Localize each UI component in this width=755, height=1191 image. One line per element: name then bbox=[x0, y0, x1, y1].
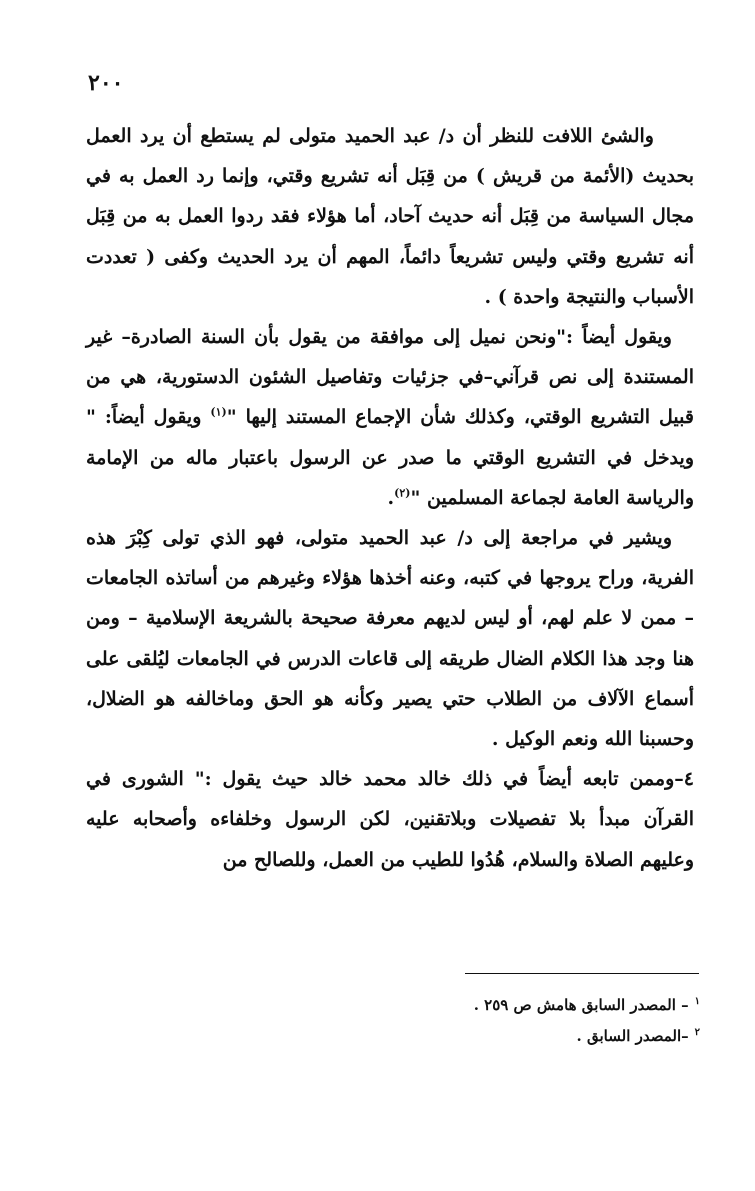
footnotes bbox=[300, 988, 700, 1050]
footnote-divider bbox=[465, 973, 699, 974]
paragraph-2 bbox=[86, 317, 694, 518]
footnote-2-marker: ٢ bbox=[694, 1027, 700, 1038]
footnote-ref-2[interactable]: (٢) bbox=[394, 486, 411, 500]
main-text bbox=[86, 116, 694, 880]
paragraph-4: ٤–وممن تابعه أيضاً في ذلك خالد محمد خالد حيث يقول :" الشورى في القرآن مبدأ بلا تفصيلات وبلاتقنين، لكن الرسول وخلفاءه وأصحابه عليه وعليهم الصلاة والسلام، هُدُوا للطيب من العمل، وللصالح من bbox=[86, 768, 694, 871]
paragraph-2-part-b: ويقول أيضاً: " ويدخل في التشريع الوقتي ما صدر عن الرسول باعتبار ماله من الإمامة والرياسة العامة لجماعة المسلمين " bbox=[86, 406, 694, 509]
paragraph-2-part-a: ويقول أيضاً :"ونحن نميل إلى موافقة من يقول بأن السنة الصادرة– غير المستندة إلى نص قرآني–في جزئيات وتفاصيل الشئون الدستورية، هي من قبيل التشريع الوقتي، وكذلك شأن الإجماع المستند إليها " bbox=[86, 326, 694, 429]
footnote-1-marker: ١ bbox=[694, 996, 700, 1007]
footnote-1-text: – المصدر السابق هامش ص ٢٥٩ . bbox=[473, 996, 689, 1014]
page-number: ٢٠٠ bbox=[88, 70, 124, 96]
paragraph-1: والشئ اللافت للنظر أن د/ عبد الحميد متولى لم يستطع أن يرد العمل بحديث (الأئمة من قريش ) من قِبَل أنه تشريع وقتي، وإنما رد العمل به في مجال السياسة من قِبَل أنه حديث آحاد، أما هؤلاء فقد ردوا العمل به من قِبَل أنه تشريع وقتي وليس تشريعاً دائماً، المهم أن يرد الحديث وكفى ( تعددت الأسباب والنتيجة واحدة ) . bbox=[86, 125, 694, 308]
paragraph-3: ويشير في مراجعة إلى د/ عبد الحميد متولى، فهو الذي تولى كِبْرَ هذه الفرية، وراح يروجها في كتبه، وعنه أخذها هؤلاء وغيرهم من أساتذه الجامعات – ممن لا علم لهم، أو ليس لديهم معرفة صحيحة بالشريعة الإسلامية – ومن هنا وجد هذا الكلام الضال طريقه إلى قاعات الدرس في الجامعات ليُلقى على أسماع الآلاف من الطلاب حتي يصير وكأنه هو الحق وماخالفه هو الضلال، وحسبنا الله ونعم الوكيل . bbox=[86, 527, 694, 751]
footnote-1 bbox=[300, 988, 700, 1019]
footnote-2 bbox=[300, 1019, 700, 1050]
paragraph-2-part-c: . bbox=[387, 486, 395, 509]
footnote-ref-1[interactable]: (١) bbox=[210, 406, 227, 420]
footnote-2-text: –المصدر السابق . bbox=[576, 1027, 689, 1045]
